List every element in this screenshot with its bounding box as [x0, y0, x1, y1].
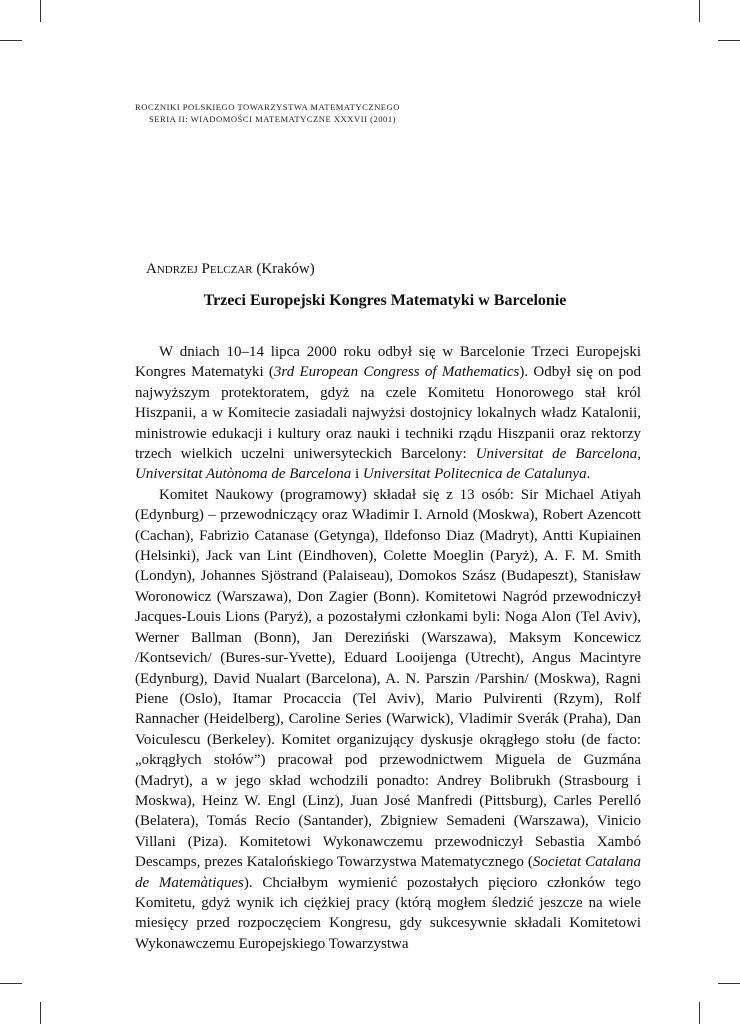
crop-mark	[699, 0, 700, 22]
italic-text: 3rd European Congress of Mathematics	[273, 364, 520, 381]
paragraph-text: i	[351, 466, 363, 483]
crop-mark	[718, 983, 740, 984]
italic-text: Universitat de Barcelona	[475, 446, 638, 463]
crop-mark	[40, 1002, 41, 1024]
italic-text: Universitat Autònoma de Barcelona	[135, 466, 352, 483]
crop-mark	[0, 40, 22, 41]
italic-text: Universitat Politecnica de Catalunya	[362, 466, 587, 483]
italic-text: Societat Catalana de Matemàtiques	[135, 854, 641, 891]
paragraph	[135, 342, 641, 485]
article-body	[135, 342, 641, 954]
author-line	[146, 260, 315, 278]
paragraph-text: .	[586, 466, 591, 483]
journal-series: SERIA II: WIADOMOŚCI MATEMATYCZNE XXXVII (2001)	[149, 114, 397, 124]
author-affiliation: (Kraków)	[256, 261, 315, 277]
paragraph-text: W dniach 10–14 lipca 2000 roku odbył się w Barcelonie Trzeci Europejski Kongres Matematyki (	[135, 344, 641, 381]
author-name: Andrzej Pelczar	[146, 261, 253, 277]
crop-mark	[0, 983, 22, 984]
paragraph	[135, 485, 641, 954]
paragraph-text: ). Chciałbym wymienić pozostałych pięcioro członków tego Komitetu, gdyż wynik ich ciężkiej pracy (którą mogłem śledzić jeszcze na wiele miesięcy przed rozpoczęciem Kongresu, gdy sukcesywnie składali Komitetowi Wykonawczemu Europejskiego Towarzystwa	[135, 874, 642, 952]
crop-mark	[718, 40, 740, 41]
article-title: Trzeci Europejski Kongres Matematyki w Barcelonie	[203, 292, 567, 309]
crop-mark	[40, 0, 41, 22]
paragraph-text: ). Odbył się on pod najwyższym protektoratem, gdyż na czele Komitetu Honorowego stał król Hiszpanii, a w Komitecie zasiadali najwyżsi dostojnicy lokalnych władz Katalonii, ministrowie edukacji i kultury oraz nauki i techniki rządu Hiszpanii oraz rektorzy trzech wielkich uczelni uniwersyteckich Barcelony:	[135, 364, 641, 463]
journal-name: ROCZNIKI POLSKIEGO TOWARZYSTWA MATEMATYCZNEGO	[135, 102, 400, 112]
crop-mark	[699, 1002, 700, 1024]
running-head	[135, 101, 400, 125]
paragraph-text: Komitet Naukowy (programowy) składał się z 13 osób: Sir Michael Atiyah (Edynburg) – przewodniczący oraz Władimir I. Arnold (Moskwa), Robert Azencott (Cachan), Fabrizio Catanase (Getynga), Ildefonso Diaz (Madryt), Antti Kupiainen (Helsinki), Jack van Lint (Eindhoven), Colette Moeglin (Paryż), A. F. M. Smith (Londyn), Johannes Sjöstrand (Palaiseau), Domokos Szász (Budapeszt), Stanisław Woronowicz (Warszawa), Don Zagier (Bonn). Komitetowi Nagród przewodniczył Jacques-Louis Lions (Paryż), a pozostałymi członkami byli: Noga Alon (Tel Aviv), Werner Ballman (Bonn), Jan Dereziński (Warszawa), Maksym Koncewicz /Kontsevich/ (Bures-sur-Yvette), Eduard Looijenga (Utrecht), Angus Macintyre (Edynburg), David Nualart (Barcelona), A. N. Parszin /Parshin/ (Moskwa), Ragni Piene (Oslo), Itamar Procaccia (Tel Aviv), Mario Pulvirenti (Rzym), Rolf Rannacher (Heidelberg), Caroline Series (Warwick), Vladimir Sverák (Praha), Dan Voiculescu (Berkeley). Komitet organizujący dyskusje okrągłego stołu (de facto: „okrągłych stołów”) pracował pod przewodnictwem Miguela de Guzmána (Madryt), a w jego skład wchodzili ponadto: Andrey Bolibrukh (Strasbourg i Moskwa), Heinz W. Engl (Linz), Juan José Manfredi (Pittsburg), Carles Perelló (Belatera), Tomás Recio (Santander), Zbigniew Semadeni (Warszawa), Vinicio Villani (Piza). Komitetowi Wykonawczemu przewodniczył Sebastia Xambó Descamps, prezes Katalońskiego Towarzystwa Matematycznego (	[135, 486, 641, 871]
paragraph-text: ,	[637, 446, 642, 463]
